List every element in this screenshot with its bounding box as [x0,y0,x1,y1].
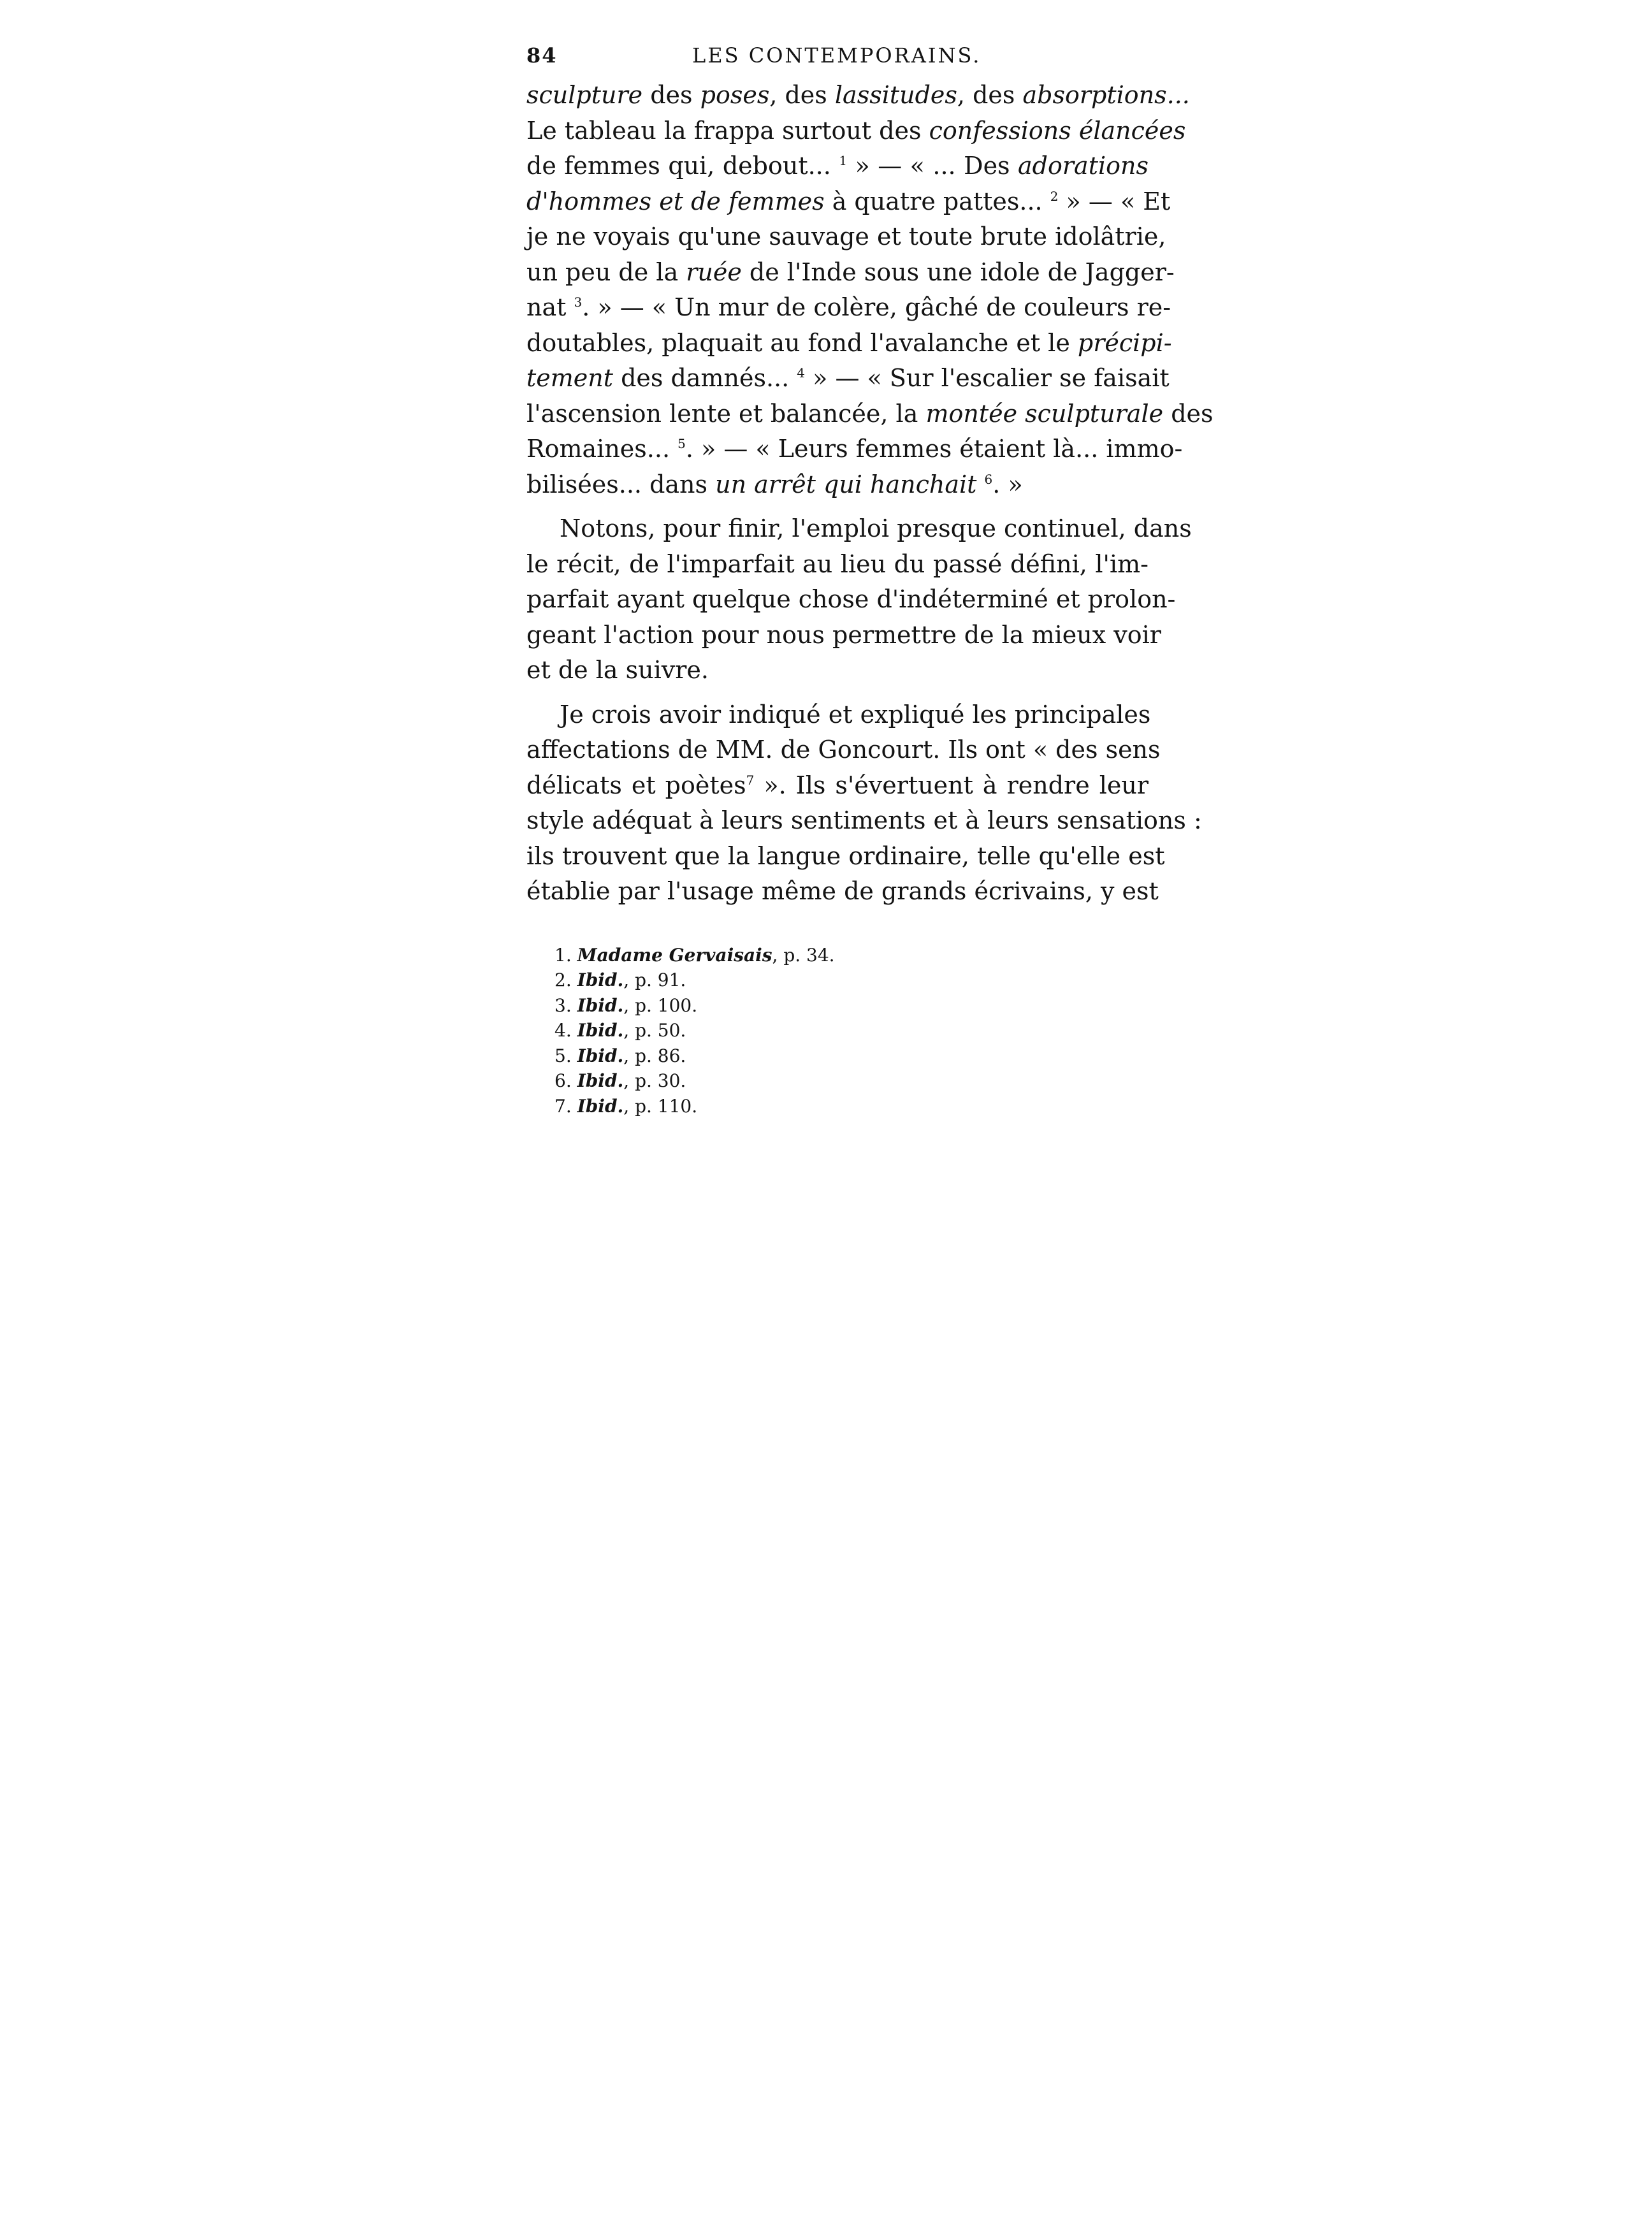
footnote-ref: 2 [1050,188,1059,204]
text-line [526,290,1171,326]
footnote-page: , p. 91. [623,969,686,991]
text-run: , des [769,81,835,109]
paragraph-gap [526,502,1148,511]
italic-term: ruée [686,258,742,286]
footnote-number: 3. [554,994,572,1016]
footnote [554,1068,1148,1094]
footnote-source: Ibid. [577,1070,624,1091]
text-line [526,78,1190,113]
footnote-ref: 4 [797,365,806,381]
italic-term: absorptions... [1022,81,1190,109]
text-run: . » [992,470,1023,498]
footnote-source: Ibid. [577,969,624,991]
text-run: à quatre pattes... [824,187,1050,215]
italic-term: confessions élancées [929,116,1186,145]
footnote [554,943,1148,968]
footnote-page: , p. 34. [772,944,835,966]
footnote-source: Ibid. [577,1045,624,1066]
text-run: des damnés... [613,364,797,392]
text-line [526,432,1183,467]
footnote [554,1018,1148,1043]
text-line [526,326,1172,361]
text-run: » — « Sur l'escalier se faisait [805,364,1170,392]
footnote-page: , p. 50. [623,1020,686,1041]
footnotes [554,943,1148,1119]
italic-term: montée sculpturale [925,399,1164,428]
italic-term: lassitudes [834,81,957,109]
text-run: délicats et poètes [526,771,746,799]
text-line [526,768,1148,804]
italic-term: d'hommes et de femmes [526,187,825,215]
footnote [554,1043,1148,1069]
footnote-ref: 5 [677,436,686,451]
footnote-source: Ibid. [577,994,624,1016]
text-run: . » — « Un mur de colère, gâché de couleurs re- [582,293,1171,321]
text-run: un peu de la [526,258,686,286]
text-line [526,255,1175,291]
footnote-page: , p. 30. [623,1070,686,1091]
text-run: » — « ... Des [847,152,1018,180]
text-run: » — « Et [1058,187,1171,215]
text-line: parfait ayant quelque chose d'indéterminé et prolon- [526,585,1176,613]
text-line [526,113,1186,149]
text-run: Le tableau la frappa surtout des [526,116,929,145]
text-run: ». Ils s'évertuent à rendre leur [754,771,1148,799]
footnote-ref: 3 [574,294,583,310]
footnote-number: 6. [554,1070,572,1091]
footnote-source: Madame Gervaisais [577,944,772,966]
text-line: style adéquat à leurs sentiments et à leurs sensations : [526,806,1202,834]
footnote [554,968,1148,993]
paragraph-3 [526,697,1202,910]
italic-term: un arrêt qui hanchait [715,470,977,498]
text-line: je ne voyais qu'une sauvage et toute brute idolâtrie, [526,222,1166,250]
page-number: 84 [526,43,558,68]
italic-term: précipi- [1077,328,1172,357]
book-page [526,38,1214,1119]
paragraph-gap [526,688,1148,697]
text-run: , des [957,81,1023,109]
footnote-number: 5. [554,1045,572,1066]
footnote-page: , p. 110. [623,1095,698,1117]
text-line: Je crois avoir indiqué et expliqué les principales [560,700,1151,729]
text-run: de l'Inde sous une idole de Jagger- [741,258,1175,286]
body-text [526,78,1214,910]
text-line [526,396,1214,432]
paragraph-2 [526,511,1192,688]
footnote-number: 1. [554,944,572,966]
text-line: affectations de MM. de Goncourt. Ils ont « des sens [526,736,1161,764]
text-line: établie par l'usage même de grands écrivains, y est [526,877,1159,905]
footnote-number: 7. [554,1095,572,1117]
footnote-number: 4. [554,1020,572,1041]
text-run: doutables, plaquait au fond l'avalanche et le [526,328,1078,357]
text-line: Notons, pour finir, l'emploi presque continuel, dans [560,514,1192,542]
footnote-source: Ibid. [577,1095,624,1117]
footnote-ref: 1 [839,153,848,168]
text-run: des [1163,399,1214,428]
text-line [526,361,1170,396]
text-line [526,149,1148,184]
running-header [526,38,1148,78]
text-line [526,184,1171,220]
text-line: et de la suivre. [526,656,709,684]
italic-term: poses [700,81,770,109]
text-run: Romaines... [526,435,678,463]
text-run: . » — « Leurs femmes étaient là... immo- [685,435,1183,463]
italic-term: tement [526,364,614,392]
footnote [554,1094,1148,1119]
text-line [526,467,1148,503]
footnote-page: , p. 86. [623,1045,686,1066]
text-run: bilisées... dans [526,470,716,498]
text-run: l'ascension lente et balancée, la [526,399,926,428]
footnote-number: 2. [554,969,572,991]
running-title: LES CONTEMPORAINS. [692,43,982,68]
italic-term: adorations [1018,152,1148,180]
footnote-page: , p. 100. [623,994,698,1016]
footnote-ref: 6 [984,471,993,487]
text-line: geant l'action pour nous permettre de la mieux voir [526,620,1161,649]
text-line: le récit, de l'imparfait au lieu du passé défini, l'im- [526,549,1148,578]
text-run: des [642,81,700,109]
footnote-source: Ibid. [577,1020,624,1041]
italic-term: sculpture [526,81,643,109]
footnote [554,993,1148,1019]
footnote-ref: 7 [746,772,755,788]
text-line: ils trouvent que la langue ordinaire, telle qu'elle est [526,841,1165,870]
text-run: nat [526,293,574,321]
text-run: de femmes qui, debout... [526,152,839,180]
paragraph-1 [526,78,1214,502]
